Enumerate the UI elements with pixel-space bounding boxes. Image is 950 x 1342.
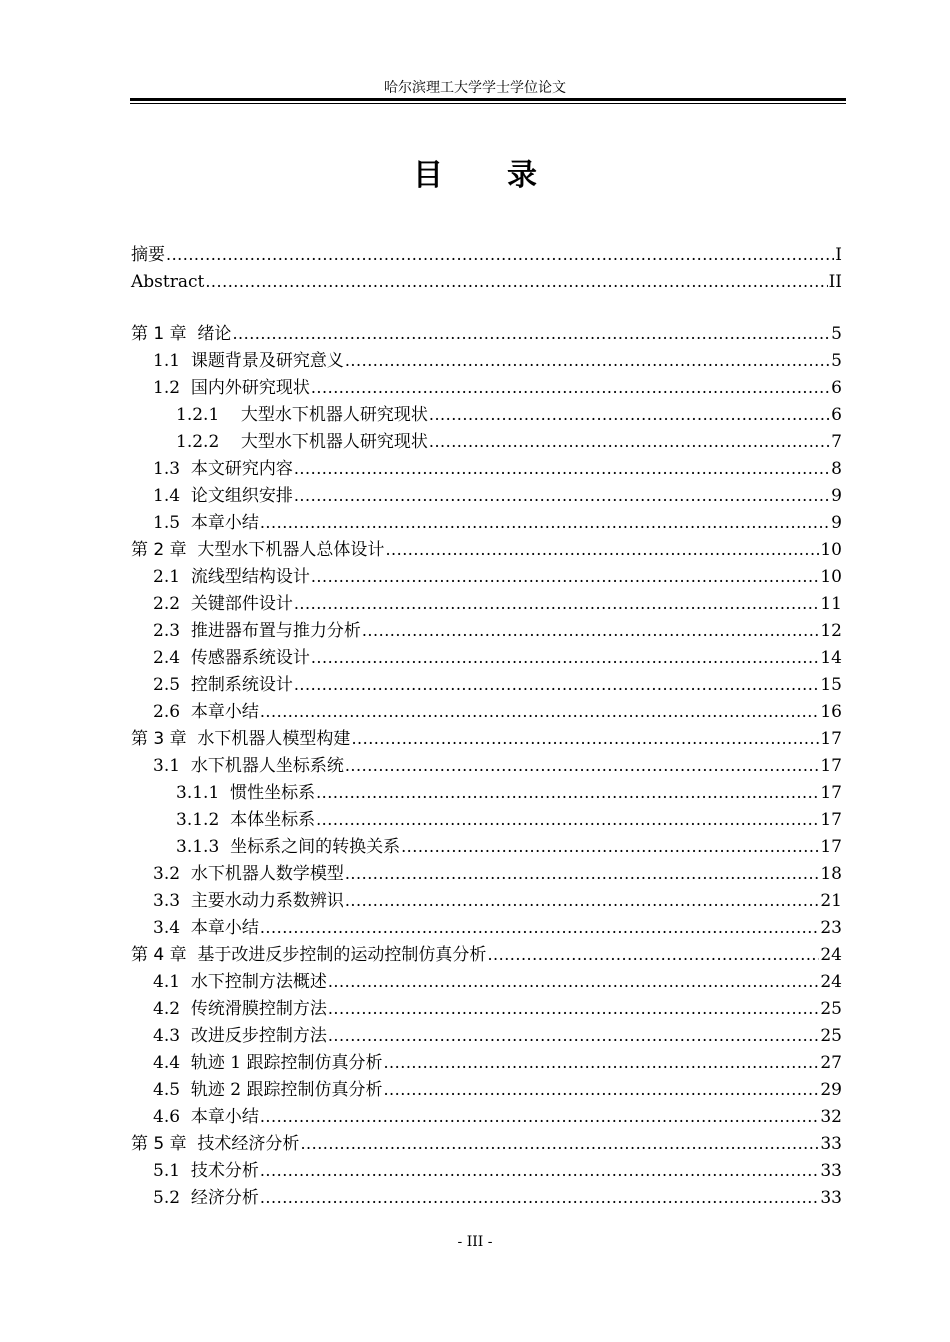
toc-entry-label: 3.3 主要水动力系数辨识 [153,891,344,911]
toc-dot-leader [345,752,820,779]
toc-entry-label: 4.5 轨迹 2 跟踪控制仿真分析 [153,1080,383,1100]
toc-entry[interactable] [176,779,842,806]
toc-entry-page: 16 [820,702,842,722]
toc-entry-page: 9 [831,513,842,533]
toc-entry[interactable] [176,806,842,833]
toc-entry-label: 4.2 传统滑膜控制方法 [153,999,327,1019]
toc-chapter-entry[interactable] [131,536,842,563]
toc-entry[interactable] [153,887,842,914]
toc-entry-page: 18 [820,864,842,884]
toc-entry-page: 21 [820,891,842,911]
toc-entry[interactable] [153,374,842,401]
toc-entry-label: 5.2 经济分析 [153,1188,259,1208]
toc-dot-leader [260,698,820,725]
toc-entry-page: 23 [820,918,842,938]
toc-dot-leader [345,347,830,374]
toc-entry-label: 2.1 流线型结构设计 [153,567,310,587]
toc-dot-leader [300,1130,819,1157]
toc-entry[interactable] [153,860,842,887]
toc-dot-leader [316,806,819,833]
toc-entry-page: 14 [820,648,842,668]
toc-entry-page: II [828,272,842,292]
toc-entry[interactable] [153,671,842,698]
toc-dot-leader [345,860,820,887]
toc-entry-label: 3.2 水下机器人数学模型 [153,864,344,884]
page-number: - III - [457,1234,493,1250]
toc-entry-page: 17 [820,837,842,857]
toc-entry-label: 1.2 国内外研究现状 [153,378,310,398]
toc-entry-page: 24 [820,972,842,992]
toc-entry-page: 25 [820,999,842,1019]
toc-entry[interactable] [153,509,842,536]
toc-entry[interactable] [131,241,842,268]
toc-dot-leader [362,617,820,644]
toc-entry[interactable] [153,1184,842,1211]
toc-dot-leader [260,914,820,941]
toc-entry-label: 第 4 章 基于改进反步控制的运动控制仿真分析 [131,945,487,965]
toc-entry-label: 1.1 课题背景及研究意义 [153,351,344,371]
toc-dot-leader [294,590,820,617]
toc-entry[interactable] [153,752,842,779]
toc-dot-leader [232,320,830,347]
toc-entry-page: 5 [831,351,842,371]
toc-entry-label: 4.1 水下控制方法概述 [153,972,327,992]
toc-entry-page: 15 [820,675,842,695]
toc-entry[interactable] [176,401,842,428]
toc-dot-leader [345,887,820,914]
toc-chapter-entry[interactable] [131,725,842,752]
toc-dot-leader [328,995,820,1022]
toc-dot-leader [166,241,834,268]
toc-entry[interactable] [153,644,842,671]
toc-dot-leader [429,401,830,428]
toc-entry-page: 29 [820,1080,842,1100]
toc-entry-label: 3.1 水下机器人坐标系统 [153,756,344,776]
toc-entry-page: 6 [831,405,842,425]
toc-entry-label: 第 3 章 水下机器人模型构建 [131,729,351,749]
toc-entry-label: 1.5 本章小结 [153,513,259,533]
toc-entry-page: I [835,245,842,265]
toc-entry-label: 3.1.1 惯性坐标系 [176,783,316,803]
toc-entry-page: 33 [820,1188,842,1208]
toc-entry[interactable] [153,455,842,482]
toc-entry-label: 第 1 章 绪论 [131,324,232,344]
toc-entry-page: 33 [820,1161,842,1181]
toc-entry[interactable] [153,1049,842,1076]
toc-entry[interactable] [153,347,842,374]
toc-entry[interactable] [153,1022,842,1049]
toc-chapter-entry[interactable] [131,1130,842,1157]
toc-dot-leader [205,268,827,295]
toc-entry[interactable] [153,1157,842,1184]
toc-dot-leader [294,482,830,509]
toc-dot-leader [328,1022,820,1049]
toc-entry-page: 12 [820,621,842,641]
toc-entry-label: 5.1 技术分析 [153,1161,259,1181]
toc-chapter-entry[interactable] [131,320,842,347]
toc-entry-page: 11 [820,594,842,614]
toc-entry-label: 4.4 轨迹 1 跟踪控制仿真分析 [153,1053,383,1073]
toc-dot-leader [385,536,819,563]
toc-entry[interactable] [153,590,842,617]
toc-entry[interactable] [153,617,842,644]
toc-entry-page: 7 [831,432,842,452]
toc-entry-page: 32 [820,1107,842,1127]
toc-entry-label: 2.2 关键部件设计 [153,594,293,614]
toc-entry-label: 3.1.2 本体坐标系 [176,810,316,830]
toc-entry-label: 3.4 本章小结 [153,918,259,938]
toc-dot-leader [294,455,830,482]
toc-entry[interactable] [176,428,842,455]
toc-dot-leader [351,725,819,752]
toc-entry-label: 2.4 传感器系统设计 [153,648,310,668]
toc-entry-label: 4.6 本章小结 [153,1107,259,1127]
toc-entry[interactable] [176,833,842,860]
toc-entry-label: 1.4 论文组织安排 [153,486,293,506]
toc-entry-page: 6 [831,378,842,398]
toc-dot-leader [401,833,819,860]
toc-entry[interactable] [153,1103,842,1130]
toc-entry-page: 8 [831,459,842,479]
toc-entry[interactable] [153,698,842,725]
toc-entry[interactable] [131,268,842,295]
toc-entry-label: 摘要 [131,245,165,265]
toc-entry-page: 10 [820,540,842,560]
toc-dot-leader [383,1049,819,1076]
toc-entry-label: 第 2 章 大型水下机器人总体设计 [131,540,385,560]
toc-entry[interactable] [153,914,842,941]
toc-entry-page: 24 [820,945,842,965]
toc-entry-page: 25 [820,1026,842,1046]
toc-entry-page: 5 [831,324,842,344]
toc-dot-leader [260,1184,820,1211]
toc-entry-page: 10 [820,567,842,587]
toc-dot-leader [311,563,820,590]
toc-entry[interactable] [153,995,842,1022]
toc-entry-label: 2.5 控制系统设计 [153,675,293,695]
running-header: 哈尔滨理工大学学士学位论文 [384,80,566,96]
toc-entry-label: 3.1.3 坐标系之间的转换关系 [176,837,401,857]
toc-dot-leader [316,779,819,806]
toc-heading-second: 录 [507,158,537,193]
toc-entry-label: 4.3 改进反步控制方法 [153,1026,327,1046]
toc-dot-leader [260,1103,820,1130]
toc-dot-leader [429,428,830,455]
toc-dot-leader [487,941,819,968]
toc-entry-label: Abstract [131,272,205,292]
toc-entry-page: 17 [820,783,842,803]
toc-chapter-entry[interactable] [131,941,842,968]
toc-entry-label: 第 5 章 技术经济分析 [131,1134,300,1154]
toc-entry-page: 33 [820,1134,842,1154]
toc-entry-page: 27 [820,1053,842,1073]
toc-heading-first: 目 [413,158,443,193]
toc-dot-leader [383,1076,819,1103]
toc-entry-label: 1.2.2 大型水下机器人研究现状 [176,432,428,452]
toc-dot-leader [260,1157,820,1184]
toc-entry[interactable] [153,968,842,995]
toc-entry-page: 17 [820,810,842,830]
toc-entry-label: 1.3 本文研究内容 [153,459,293,479]
toc-entry-label: 2.3 推进器布置与推力分析 [153,621,361,641]
toc-entry-page: 9 [831,486,842,506]
toc-entry-page: 17 [820,756,842,776]
toc-dot-leader [260,509,830,536]
toc-entry-page: 17 [820,729,842,749]
toc-dot-leader [328,968,820,995]
toc-entry[interactable] [153,1076,842,1103]
toc-dot-leader [294,671,820,698]
toc-entry[interactable] [153,482,842,509]
toc-entry-label: 1.2.1 大型水下机器人研究现状 [176,405,428,425]
toc-dot-leader [311,374,830,401]
toc-entry[interactable] [153,563,842,590]
toc-dot-leader [311,644,820,671]
toc-entry-label: 2.6 本章小结 [153,702,259,722]
